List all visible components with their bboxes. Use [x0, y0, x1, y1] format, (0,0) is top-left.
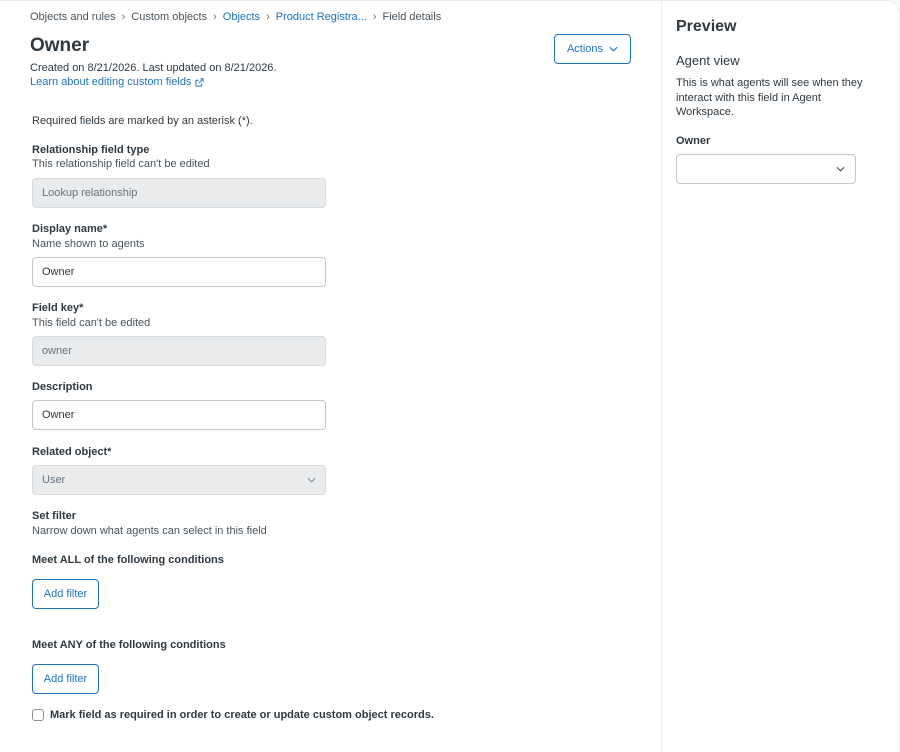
- add-filter-label: Add filter: [43, 588, 88, 600]
- chevron-right-icon: ›: [266, 11, 270, 23]
- display-name-input[interactable]: [32, 257, 326, 287]
- field-key-label: Field key*: [32, 302, 84, 314]
- add-filter-any-button[interactable]: [32, 664, 99, 694]
- display-name-hint: Name shown to agents: [32, 238, 145, 250]
- related-object-label: Related object*: [32, 446, 112, 458]
- field-key-value: owner: [42, 345, 72, 357]
- preview-panel: [661, 1, 900, 752]
- created-updated-meta: Created on 8/21/2026. Last updated on 8/21/2026.: [30, 62, 277, 74]
- related-object-value: User: [42, 474, 66, 486]
- related-object-select: [32, 465, 326, 495]
- chevron-right-icon: ›: [121, 11, 126, 23]
- required-checkbox-label: Mark field as required in order to create or update custom object records.: [50, 709, 434, 721]
- add-filter-label: Add filter: [43, 673, 88, 685]
- chevron-down-icon: [609, 46, 618, 52]
- preview-owner-select[interactable]: [676, 154, 856, 184]
- breadcrumb-custom-objects[interactable]: Custom objects: [131, 11, 208, 23]
- add-filter-all-button[interactable]: [32, 579, 99, 609]
- display-name-value: Owner: [42, 266, 75, 278]
- breadcrumb-product-registration[interactable]: Product Registra...: [275, 11, 367, 23]
- meet-all-label: Meet ALL of the following conditions: [32, 554, 224, 566]
- breadcrumb: [30, 11, 441, 23]
- field-key-hint: This field can't be edited: [32, 317, 151, 329]
- preview-field-label: Owner: [676, 135, 711, 147]
- actions-button-label: Actions: [566, 43, 604, 55]
- breadcrumb-objects-and-rules[interactable]: Objects and rules: [30, 11, 116, 23]
- breadcrumb-field-details: Field details: [382, 11, 442, 23]
- actions-button[interactable]: [554, 34, 631, 64]
- relationship-type-hint: This relationship field can't be edited: [32, 158, 210, 170]
- page-title: Owner: [30, 35, 90, 56]
- field-key-field: [32, 336, 326, 366]
- set-filter-label: Set filter: [32, 510, 77, 522]
- external-link-icon: [195, 78, 204, 87]
- set-filter-hint: Narrow down what agents can select in this field: [32, 525, 267, 537]
- chevron-down-icon: [307, 477, 316, 483]
- agent-view-heading: Agent view: [676, 53, 740, 68]
- learn-link-label: Learn about editing custom fields: [30, 76, 192, 88]
- required-note: Required fields are marked by an asterisk (*).: [32, 115, 253, 127]
- chevron-down-icon: [836, 166, 845, 172]
- chevron-right-icon: ›: [213, 11, 217, 23]
- main-panel: [0, 1, 661, 752]
- relationship-type-field: [32, 178, 326, 208]
- preview-title: Preview: [676, 18, 737, 35]
- required-checkbox-row[interactable]: [32, 709, 434, 721]
- chevron-right-icon: ›: [372, 11, 377, 23]
- required-checkbox[interactable]: [32, 709, 44, 721]
- relationship-type-value: Lookup relationship: [42, 187, 138, 199]
- meet-any-label: Meet ANY of the following conditions: [32, 639, 226, 651]
- learn-link[interactable]: [30, 76, 204, 88]
- description-input[interactable]: [32, 400, 326, 430]
- breadcrumb-objects[interactable]: Objects: [222, 11, 261, 23]
- display-name-label: Display name*: [32, 223, 108, 235]
- description-value: Owner: [42, 409, 75, 421]
- relationship-type-label: Relationship field type: [32, 144, 150, 156]
- description-label: Description: [32, 381, 93, 393]
- preview-description: This is what agents will see when they interact with this field in Agent Workspace.: [676, 77, 863, 118]
